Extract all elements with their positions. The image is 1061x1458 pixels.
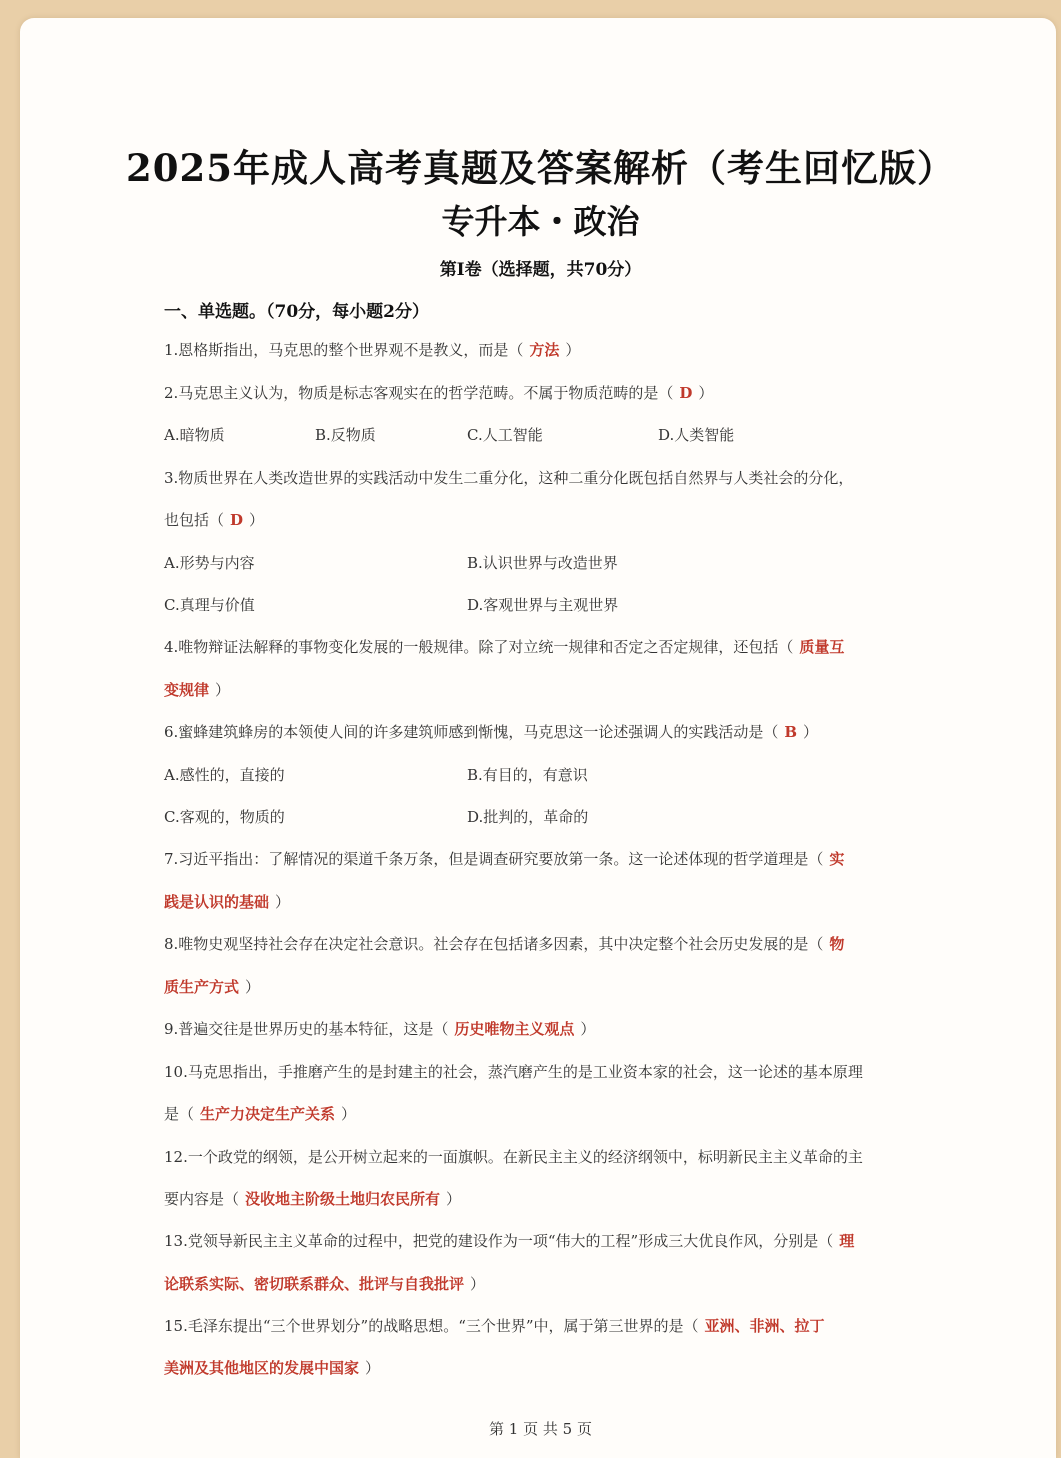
- option-c: C.真理与价值: [164, 596, 255, 614]
- question-stem: 9.普遍交往是世界历史的基本特征，这是（: [164, 1020, 449, 1038]
- section-heading: 一、单选题。（70分，每小题2分）: [164, 302, 429, 322]
- answer-text: D: [230, 511, 244, 529]
- paren-close: ）: [580, 1020, 596, 1038]
- option-a: A.形势与内容: [164, 554, 255, 572]
- question-6: [164, 722, 924, 742]
- paren-close: ）: [249, 511, 265, 529]
- page-subtitle: 专升本・政治: [441, 202, 640, 241]
- answer-text-cont: 质生产方式: [164, 978, 240, 996]
- option-a: A.暗物质: [164, 426, 225, 444]
- question-stem: 7.习近平指出：了解情况的渠道千条万条，但是调查研究要放第一条。这一论述体现的哲学道理是（: [164, 850, 824, 868]
- question-1: [164, 340, 924, 360]
- question-stem: 6.蜜蜂建筑蜂房的本领使人间的许多建筑师感到惭愧，马克思这一论述强调人的实践活动是（: [164, 723, 779, 741]
- paren-close: ）: [470, 1275, 486, 1293]
- question-stem: 3.物质世界在人类改造世界的实践活动中发生二重分化，这种二重分化既包括自然界与人类社会的分化，: [164, 469, 854, 487]
- paren-close: ）: [698, 384, 714, 402]
- question-stem-cont: 要内容是（: [164, 1190, 240, 1208]
- question-10-cont: [164, 1104, 924, 1124]
- question-15: [164, 1316, 924, 1336]
- paren-close: ）: [365, 1359, 381, 1377]
- question-stem-cont: 也包括（: [164, 511, 225, 529]
- option-b: B.有目的，有意识: [467, 766, 588, 784]
- answer-text: 方法: [529, 341, 560, 359]
- answer-text-cont: 论联系实际、密切联系群众、批评与自我批评: [164, 1275, 465, 1293]
- answer-text-cont: 践是认识的基础: [164, 893, 270, 911]
- option-d: D.人类智能: [658, 426, 735, 444]
- question-7-cont: [164, 892, 924, 912]
- question-4: [164, 637, 924, 657]
- option-c: C.客观的，物质的: [164, 808, 285, 826]
- answer-text: 亚洲、非洲、拉丁: [704, 1317, 825, 1335]
- question-stem-cont: 是（: [164, 1105, 195, 1123]
- answer-text: 历史唯物主义观点: [454, 1020, 575, 1038]
- question-10: [164, 1062, 924, 1082]
- question-stem: 8.唯物史观坚持社会存在决定社会意识。社会存在包括诸多因素，其中决定整个社会历史发展的是（: [164, 935, 824, 953]
- question-13: [164, 1231, 924, 1251]
- question-8: [164, 934, 924, 954]
- page-title: 2025年成人高考真题及答案解析（考生回忆版）: [126, 146, 955, 190]
- question-stem: 10.马克思指出，手推磨产生的是封建主的社会，蒸汽磨产生的是工业资本家的社会，这一论述的基本原理: [164, 1063, 863, 1081]
- question-3-cont: [164, 510, 924, 530]
- paren-close: ）: [275, 893, 291, 911]
- answer-text: 物: [829, 935, 845, 953]
- question-13-cont: [164, 1274, 924, 1294]
- option-c: C.人工智能: [467, 426, 543, 444]
- question-12: [164, 1147, 924, 1167]
- page-number: 第 1 页 共 5 页: [489, 1420, 592, 1438]
- answer-text-cont: 变规律: [164, 681, 210, 699]
- answer-text-cont: 美洲及其他地区的发展中国家: [164, 1359, 360, 1377]
- answer-text: 实: [829, 850, 845, 868]
- answer-text: B: [784, 723, 798, 741]
- volume-heading: 第Ⅰ卷（选择题，共70分）: [439, 260, 642, 280]
- answer-text: 理: [839, 1232, 855, 1250]
- question-stem: 13.党领导新民主主义革命的过程中，把党的建设作为一项“伟大的工程”形成三大优良作风，分别是（: [164, 1232, 834, 1250]
- question-stem: 12.一个政党的纲领，是公开树立起来的一面旗帜。在新民主主义的经济纲领中，标明新民主主义革命的主: [164, 1148, 863, 1166]
- question-3: [164, 468, 924, 488]
- option-a: A.感性的，直接的: [164, 766, 285, 784]
- paren-close: ）: [245, 978, 261, 996]
- answer-text: D: [679, 384, 693, 402]
- question-stem: 1.恩格斯指出，马克思的整个世界观不是教义，而是（: [164, 341, 524, 359]
- question-4-cont: [164, 680, 924, 700]
- paren-close: ）: [803, 723, 819, 741]
- question-2: [164, 383, 924, 403]
- answer-text: 质量互: [799, 638, 845, 656]
- question-8-cont: [164, 977, 924, 997]
- option-d: D.客观世界与主观世界: [467, 596, 619, 614]
- question-stem: 2.马克思主义认为，物质是标志客观实在的哲学范畴。不属于物质范畴的是（: [164, 384, 674, 402]
- answer-text: 生产力决定生产关系: [200, 1105, 336, 1123]
- option-d: D.批判的，革命的: [467, 808, 589, 826]
- question-stem: 15.毛泽东提出“三个世界划分”的战略思想。“三个世界”中，属于第三世界的是（: [164, 1317, 699, 1335]
- question-9: [164, 1019, 924, 1039]
- paren-close: ）: [565, 341, 581, 359]
- question-12-cont: [164, 1189, 924, 1209]
- option-b: B.反物质: [315, 426, 376, 444]
- answer-text: 没收地主阶级土地归农民所有: [245, 1190, 441, 1208]
- question-7: [164, 849, 924, 869]
- paren-close: ）: [341, 1105, 357, 1123]
- question-15-cont: [164, 1358, 924, 1378]
- question-stem: 4.唯物辩证法解释的事物变化发展的一般规律。除了对立统一规律和否定之否定规律，还包括（: [164, 638, 794, 656]
- paren-close: ）: [215, 681, 231, 699]
- paren-close: ）: [446, 1190, 462, 1208]
- option-b: B.认识世界与改造世界: [467, 554, 618, 572]
